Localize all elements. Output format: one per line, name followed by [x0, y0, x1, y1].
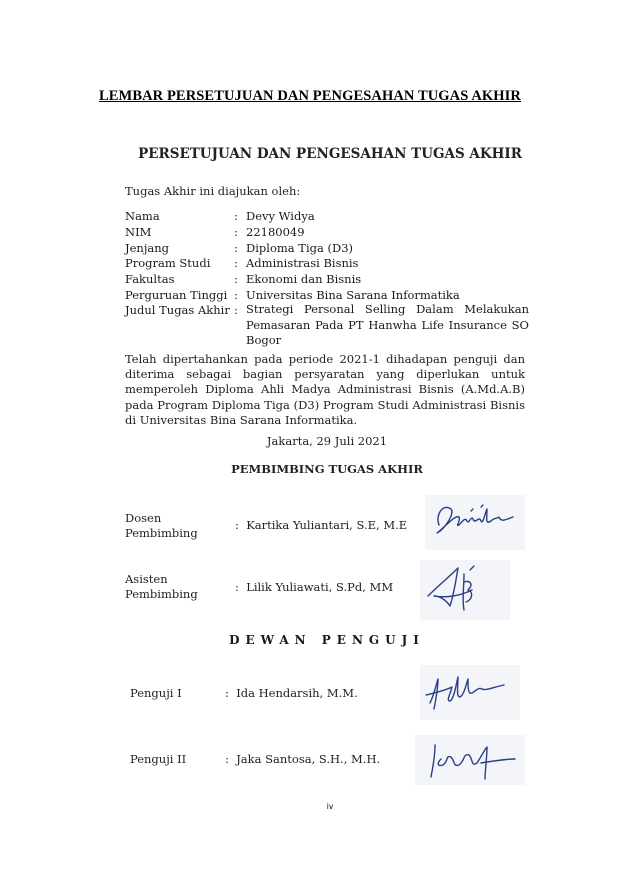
- signature-penguji-2: [415, 735, 525, 785]
- field-colon: :: [235, 518, 239, 532]
- field-colon: :: [234, 225, 238, 239]
- field-label: Jenjang: [125, 241, 170, 255]
- field-colon: :: [234, 303, 238, 317]
- place-date: Jakarta, 29 Juli 2021: [266, 434, 388, 448]
- field-label: Fakultas: [125, 272, 175, 286]
- field-colon: :: [235, 580, 239, 594]
- asisten-name: [235, 580, 393, 595]
- field-value: Administrasi Bisnis: [246, 256, 359, 270]
- role-line: Pembimbing: [125, 587, 198, 601]
- page-number: iv: [326, 802, 334, 811]
- document-outer-title: LEMBAR PERSETUJUAN DAN PENGESAHAN TUGAS AKHIR: [99, 88, 521, 104]
- field-value: Universitas Bina Sarana Informatika: [246, 288, 460, 302]
- field-label: NIM: [125, 225, 152, 239]
- field-colon: :: [225, 686, 229, 700]
- dewan-heading: DEWAN PENGUJI: [229, 633, 425, 647]
- field-value: Ekonomi dan Bisnis: [246, 272, 362, 286]
- defense-statement: Telah dipertahankan pada periode 2021-1 dihadapan penguji dan diterima sebagai bagian persyaratan yang diperlukan untuk memperoleh Diploma Ahli Madya Administrasi Bisnis (A.Md.A.B) pada Program Diploma Tiga (D3) Program Studi Administrasi Bisnis di Universitas Bina Sarana Informatika.: [125, 352, 525, 427]
- signer-name: Lilik Yuliawati, S.Pd, MM: [246, 580, 394, 594]
- field-value: 22180049: [246, 225, 305, 239]
- field-value: Strategi Personal Selling Dalam Melakukan Pemasaran Pada PT Hanwha Life Insurance SO Bogor: [246, 302, 529, 347]
- intro-text: Tugas Akhir ini diajukan oleh:: [125, 184, 301, 198]
- approval-title: PERSETUJUAN DAN PENGESAHAN TUGAS AKHIR: [138, 146, 522, 162]
- field-label: Nama: [125, 209, 160, 223]
- pembimbing-heading: PEMBIMBING TUGAS AKHIR: [231, 462, 423, 476]
- field-colon: :: [225, 752, 229, 766]
- pembimbing-name: [235, 518, 407, 533]
- field-label: Program Studi: [125, 256, 211, 270]
- signature-dosen-pembimbing: [425, 495, 525, 550]
- asisten-role: [125, 572, 198, 602]
- signer-name: Jaka Santosa, S.H., M.H.: [236, 752, 381, 766]
- role-line: Dosen: [125, 511, 162, 525]
- field-colon: :: [234, 209, 238, 223]
- signature-asisten-pembimbing: [420, 560, 510, 620]
- field-colon: :: [234, 272, 238, 286]
- field-value: Devy Widya: [246, 209, 315, 223]
- signature-penguji-1: [420, 665, 520, 720]
- field-colon: :: [234, 288, 238, 302]
- field-value: Diploma Tiga (D3): [246, 241, 354, 255]
- field-label: Perguruan Tinggi: [125, 288, 228, 302]
- field-colon: :: [234, 241, 238, 255]
- field-colon: :: [234, 256, 238, 270]
- role-line: Asisten: [125, 572, 168, 586]
- penguji-2-name: [225, 752, 380, 767]
- signer-name: Ida Hendarsih, M.M.: [236, 686, 358, 700]
- penguji-1-role: Penguji I: [130, 686, 182, 700]
- pembimbing-role: [125, 511, 198, 541]
- signer-name: Kartika Yuliantari, S.E, M.E: [246, 518, 408, 532]
- field-label: Judul Tugas Akhir: [125, 303, 230, 317]
- role-line: Pembimbing: [125, 526, 198, 540]
- penguji-1-name: [225, 686, 358, 701]
- penguji-2-role: Penguji II: [130, 752, 187, 766]
